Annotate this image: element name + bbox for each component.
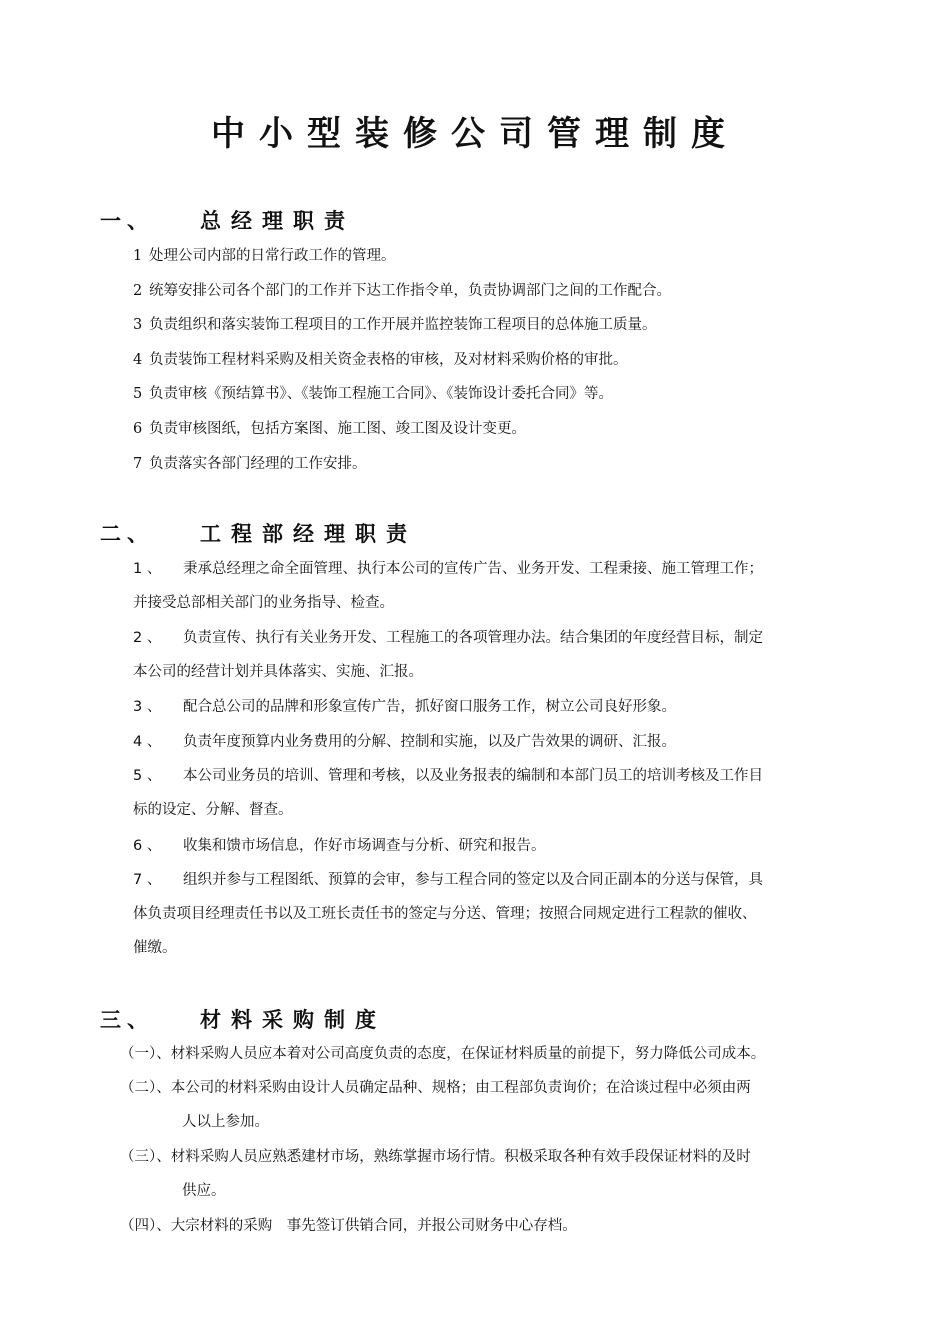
list-item: 5 、 本公司业务员的培训、管理和考核，以及业务报表的编制和本部门员工的培训考核及工作目 标的设定、分解、督查。 <box>133 768 763 818</box>
section-number: 三、 <box>100 1008 154 1032</box>
page-title: 中小型装修公司管理制度 <box>211 114 739 154</box>
section-title: 工程部经理职责 <box>200 522 417 546</box>
list-item: （四）、大宗材料的采购 事先签订供销合同，并报公司财务中心存档。 <box>120 1218 577 1234</box>
list-item: 1 、 秉承总经理之命全面管理、执行本公司的宣传广告、业务开发、工程秉接、施工管理工作； 并接受总部相关部门的业务指导、检查。 <box>133 561 763 611</box>
section-number: 二、 <box>100 522 154 546</box>
list-item: 3 、 配合总公司的品牌和形象宣传广告，抓好窗口服务工作，树立公司良好形象。 <box>133 699 676 715</box>
list-item: 2 、 负责宣传、执行有关业务开发、工程施工的各项管理办法。结合集团的年度经营目标，制定 本公司的经营计划并具体落实、实施、汇报。 <box>133 630 763 680</box>
list-item: （一）、材料采购人员应本着对公司高度负责的态度，在保证材料质量的前提下，努力降低公司成本。 <box>120 1046 766 1062</box>
list-item: （三）、材料采购人员应熟悉建材市场，熟练掌握市场行情。积极采取各种有效手段保证材料的及时 供应。 <box>120 1149 751 1199</box>
list-item: 7 负责落实各部门经理的工作安排。 <box>133 456 367 472</box>
section-number: 一、 <box>100 209 154 233</box>
section-heading-2 <box>100 519 417 549</box>
list-item: 6 、 收集和馈市场信息，作好市场调查与分析、研究和报告。 <box>133 838 546 854</box>
section-title: 总经理职责 <box>200 209 355 233</box>
section-title: 材料采购制度 <box>200 1008 386 1032</box>
list-item: 4 、 负责年度预算内业务费用的分解、控制和实施，以及广告效果的调研、汇报。 <box>133 734 676 750</box>
list-item: 5 负责审核《预结算书》、《装饰工程施工合同》、《装饰设计委托合同》等。 <box>133 386 613 402</box>
list-item: 1 处理公司内部的日常行政工作的管理。 <box>133 248 396 264</box>
section-heading-1 <box>100 206 355 236</box>
list-item: （二）、本公司的材料采购由设计人员确定品种、规格；由工程部负责询价；在洽谈过程中必须由两 人以上参加。 <box>120 1080 751 1130</box>
section-heading-3 <box>100 1005 386 1035</box>
list-item: 7 、 组织并参与工程图纸、预算的会审，参与工程合同的签定以及合同正副本的分送与保管，具 体负责项目经理责任书以及工班长责任书的签定与分送、管理；按照合同规定进行工程款的催收、 催缴。 <box>133 872 763 956</box>
list-item: 3 负责组织和落实装饰工程项目的工作开展并监控装饰工程项目的总体施工质量。 <box>133 317 657 333</box>
list-item: 2 统筹安排公司各个部门的工作并下达工作指令单，负责协调部门之间的工作配合。 <box>133 283 671 299</box>
list-item: 6 负责审核图纸，包括方案图、施工图、竣工图及设计变更。 <box>133 421 526 437</box>
list-item: 4 负责装饰工程材料采购及相关资金表格的审核，及对材料采购价格的审批。 <box>133 352 628 368</box>
